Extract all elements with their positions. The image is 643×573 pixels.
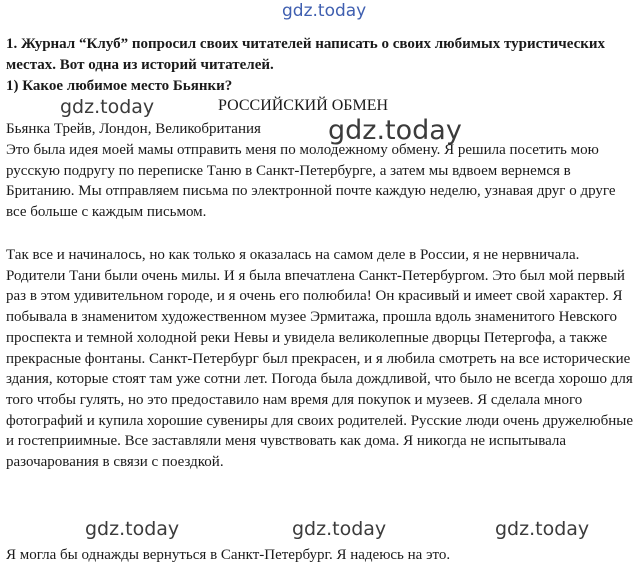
watermark-left: gdz.today [60,96,155,118]
story-author: Бьянка Трейв, Лондон, Великобритания [6,121,261,137]
task-question: 1) Какое любимое место Бьянки? [6,78,233,94]
story-final-line: Я могла бы однажды вернуться в Санкт-Петербург. Я надеюсь на это. [6,547,451,563]
story-paragraph-2: Так все и начиналось, но как только я оказалась на самом деле в России, я не нервничала. Родители Тани были очень милы. И я была впечатлена Санкт-Петербургом. Это был мой первый раз в этом удивительном городе, и я очень его полюбила! Он красивый и имеет свой характер. Я побывала в знаменитом художественном музее Эрмитажа, прошла вдоль знаменитого Невского проспекта и темной холодной реки Невы и увидела великолепные дворцы Петергофа, а также прекрасные фонтаны. Санкт-Петербург был прекрасен, и я любила смотреть на все исторические здания, которые стоят там уже сотни лет. Погода была дождливой, что было не всегда хорошо для того чтобы гулять, но это предоставило нам время для покупок и музеев. Я сделала много фотографий и купила хорошие сувениры для своих родителей. Русские люди очень дружелюбные и гостеприимные. Все заставляли меня чувствовать как дома. Я никогда не испытывала разочарования в связи с поездкой. [6,247,634,471]
watermark-big: gdz.today [328,115,462,146]
watermark-bottom-right: gdz.today [495,518,590,540]
story-paragraph-1: Это была идея моей мамы отправить меня по молодежному обмену. Я решила посетить мою русскую подругу по переписке Таню в Санкт-Петербурге, а затем мы вдвоем вернемся в Британию. Мы отправляем письма по электронной почте каждую неделю, узнавая друг о друге все больше с каждым письмом. [6,142,616,221]
story-title: РОССИЙСКИЙ ОБМЕН [218,97,389,114]
task-heading: 1. Журнал “Клуб” попросил своих читателей написать о своих любимых туристических местах. Вот одна из историй читателей. [6,36,606,73]
watermark-bottom-center: gdz.today [292,518,387,540]
watermark-bottom-left: gdz.today [85,518,180,540]
watermark-top: gdz.today [282,1,367,21]
